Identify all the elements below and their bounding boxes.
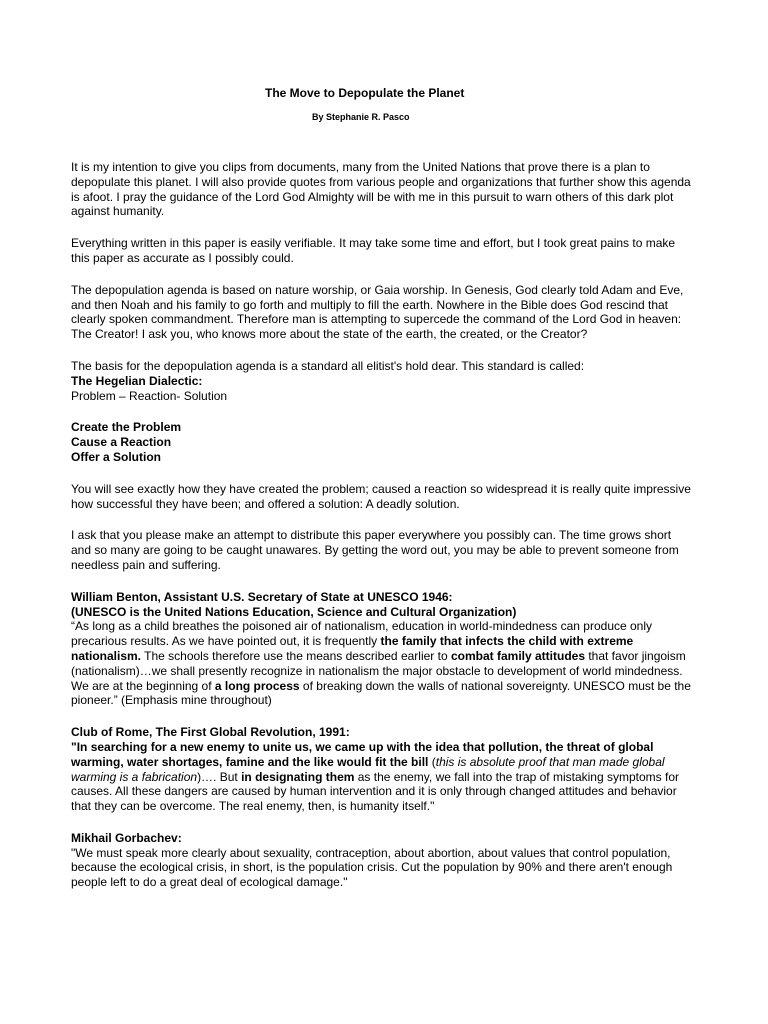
rome-italic-note: this is absolute proof that man made global warming is a fabrication (71, 754, 665, 784)
rome-quote-part: as the enemy, we fall into the trap of mistaking symptoms for causes. All these dangers are caused by human intervention and it is only through changed attitudes and behavior that they can be overcome. The real enemy, then, is humanity itself." (71, 769, 680, 814)
section-benton (71, 590, 691, 708)
benton-quote-part: of breaking down the walls of national sovereignty. UNESCO must be the pioneer.” (Emphasis mine throughout) (71, 678, 691, 708)
section-club-of-rome (71, 725, 691, 814)
benton-quote-part: “As long as a child breathes the poisoned air of nationalism, education in world-mindedness can produce only precarious results. As we have pointed out, it is frequently (71, 619, 653, 649)
step-item: Cause a Reaction (71, 435, 172, 450)
hegelian-heading: The Hegelian Dialectic: (71, 373, 203, 388)
hegelian-sub: Problem – Reaction- Solution (71, 388, 228, 403)
gorbachev-heading: Mikhail Gorbachev: (71, 830, 182, 845)
benton-emphasis: the family that infects the child with extreme nationalism. (71, 634, 634, 663)
rome-quote-part: )…. But (197, 769, 242, 784)
hegelian-intro: The basis for the depopulation agenda is a standard all elitist's hold dear. This standard is called: (71, 358, 585, 373)
document-author: By Stephanie R. Pasco (312, 112, 410, 122)
paragraph-hegelian (71, 359, 691, 403)
rome-heading: Club of Rome, The First Global Revolution, 1991: (71, 725, 350, 740)
rome-quote-part: ( (428, 754, 436, 769)
paragraph-distribute: I ask that you please make an attempt to distribute this paper everywhere you possibly can. The time grows short and so many are going to be caught unawares. By getting the word out, you may be able to prevent someone from needless pain and suffering. (71, 528, 679, 572)
benton-emphasis: a long process (214, 678, 300, 693)
step-item: Offer a Solution (71, 449, 161, 464)
steps-list (71, 420, 691, 464)
gorbachev-quote: "We must speak more clearly about sexuality, contraception, about abortion, about values that control population, because the ecological crisis, in short, is the population crisis. Cut the population by 90% and there aren't enough people left to do a great deal of ecological damage." (71, 845, 673, 890)
paragraph-verifiable: Everything written in this paper is easily verifiable. It may take some time and effort, but I took great pains to make this paper as accurate as I possibly could. (71, 236, 676, 265)
benton-emphasis: combat family attitudes (450, 648, 585, 663)
paragraph-solution: You will see exactly how they have created the problem; caused a reaction so widespread it is really quite impressive how successful they have been; and offered a solution: A deadly solution. (71, 481, 691, 511)
step-item: Create the Problem (71, 420, 182, 435)
benton-heading: William Benton, Assistant U.S. Secretary of State at UNESCO 1946: (71, 589, 453, 604)
rome-emphasis: in designating them (241, 769, 355, 784)
paragraph-intro: It is my intention to give you clips from documents, many from the United Nations that prove there is a plan to depopulate this planet. I will also provide quotes from various people and organizations that further show this agenda is afoot. I pray the guidance of the Lord God Almighty will be with me in this pursuit to warn others of this dark plot against humanity. (71, 160, 691, 219)
benton-quote-part: The schools therefore use the means described earlier to (141, 648, 451, 663)
rome-emphasis: "In searching for a new enemy to unite us, we came up with the idea that pollution, the threat of global warming, water shortages, famine and the like would fit the bill (71, 739, 654, 769)
benton-subheading: (UNESCO is the United Nations Education, Science and Cultural Organization) (71, 604, 517, 619)
paragraph-gaia: The depopulation agenda is based on nature worship, or Gaia worship. In Genesis, God clearly told Adam and Eve, and then Noah and his family to go forth and multiply to fill the earth. Nowhere in the Bible does God rescind that clearly spoken commandment. Therefore man is attempting to supercede the command of the Lord God in heaven: The Creator! I ask you, who knows more about the state of the earth, the created, or the Creator? (71, 282, 684, 342)
benton-quote-part: that favor jingoism (nationalism)…we shall presently recognize in nationalism the major obstacle to development of world mindedness. We are at the beginning of (71, 648, 686, 693)
section-gorbachev (71, 831, 691, 890)
document-body (71, 160, 691, 907)
document-title: The Move to Depopulate the Planet (265, 86, 465, 100)
